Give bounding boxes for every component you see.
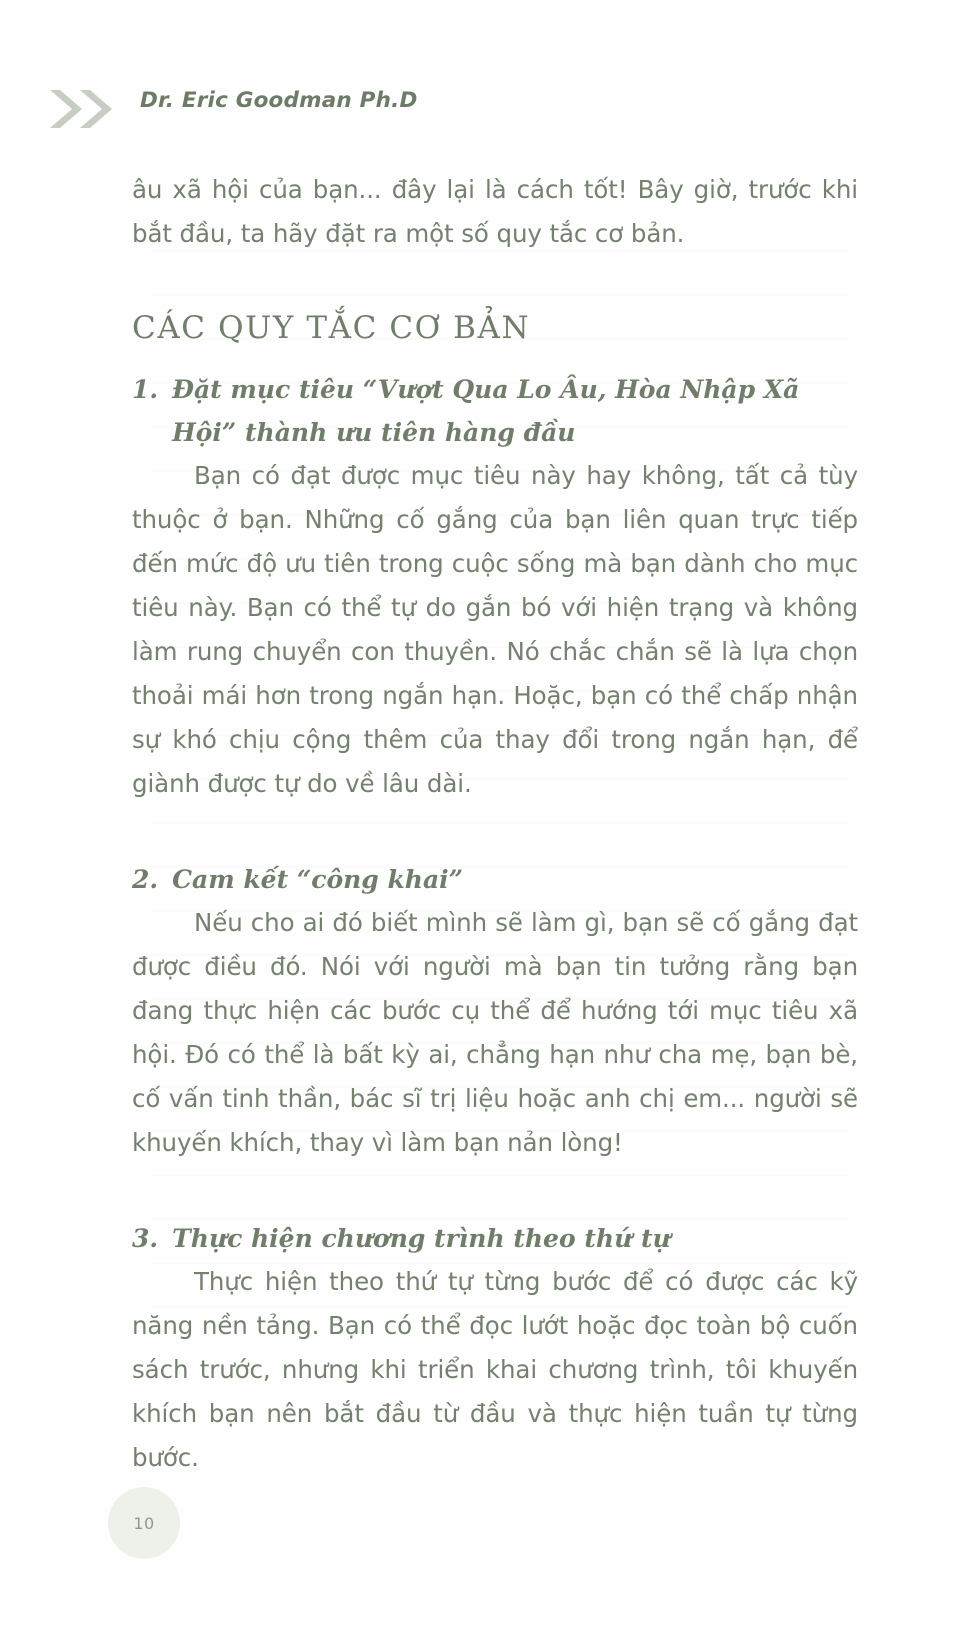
rule-item xyxy=(132,368,858,806)
rule-number: 2. xyxy=(132,865,159,894)
rule-heading-text: Cam kết “công khai” xyxy=(172,865,464,894)
page-number: 10 xyxy=(133,1513,155,1533)
rule-body: Bạn có đạt được mục tiêu này hay không, tất cả tùy thuộc ở bạn. Những cố gắng của bạn liên quan trực tiếp đến mức độ ưu tiên trong cuộc sống mà bạn dành cho mục tiêu này. Bạn có thể tự do gắn bó với hiện trạng và không làm rung chuyển con thuyền. Nó chắc chắn sẽ là lựa chọn thoải mái hơn trong ngắn hạn. Hoặc, bạn có thể chấp nhận sự khó chịu cộng thêm của thay đổi trong ngắn hạn, để giành được tự do về lâu dài. xyxy=(132,461,858,798)
page-content xyxy=(132,168,858,1480)
author-name: Dr. Eric Goodman Ph.D xyxy=(140,88,418,113)
section-title: CÁC QUY TẮC CƠ BẢN xyxy=(132,310,531,346)
rule-body: Nếu cho ai đó biết mình sẽ làm gì, bạn sẽ cố gắng đạt được điều đó. Nói với người mà bạn tin tưởng rằng bạn đang thực hiện các bước cụ thể để hướng tới mục tiêu xã hội. Đó có thể là bất kỳ ai, chẳng hạn như cha mẹ, bạn bè, cố vấn tinh thần, bác sĩ trị liệu hoặc anh chị em... người sẽ khuyến khích, thay vì làm bạn nản lòng! xyxy=(132,908,858,1157)
rule-item xyxy=(132,1217,858,1480)
rule-heading-text: Đặt mục tiêu “Vượt Qua Lo Âu, Hòa Nhập Xã Hội” thành ưu tiên hàng đầu xyxy=(172,375,800,447)
rule-body: Thực hiện theo thứ tự từng bước để có được các kỹ năng nền tảng. Bạn có thể đọc lướt hoặc đọc toàn bộ cuốn sách trước, nhưng khi triển khai chương trình, tôi khuyến khích bạn nên bắt đầu từ đầu và thực hiện tuần tự từng bước. xyxy=(132,1267,858,1472)
rule-number: 3. xyxy=(132,1224,159,1253)
opening-paragraph: âu xã hội của bạn... đây lại là cách tốt! Bây giờ, trước khi bắt đầu, ta hãy đặt ra một số quy tắc cơ bản. xyxy=(132,175,858,248)
rule-heading xyxy=(132,858,858,901)
page-number-badge xyxy=(108,1487,180,1559)
double-chevron-right-icon xyxy=(48,86,126,132)
rule-heading xyxy=(132,368,858,454)
page-header xyxy=(48,78,908,138)
rule-item xyxy=(132,858,858,1165)
rule-heading xyxy=(132,1217,858,1260)
rule-heading-text: Thực hiện chương trình theo thứ tự xyxy=(172,1224,671,1253)
rule-number: 1. xyxy=(132,375,159,404)
